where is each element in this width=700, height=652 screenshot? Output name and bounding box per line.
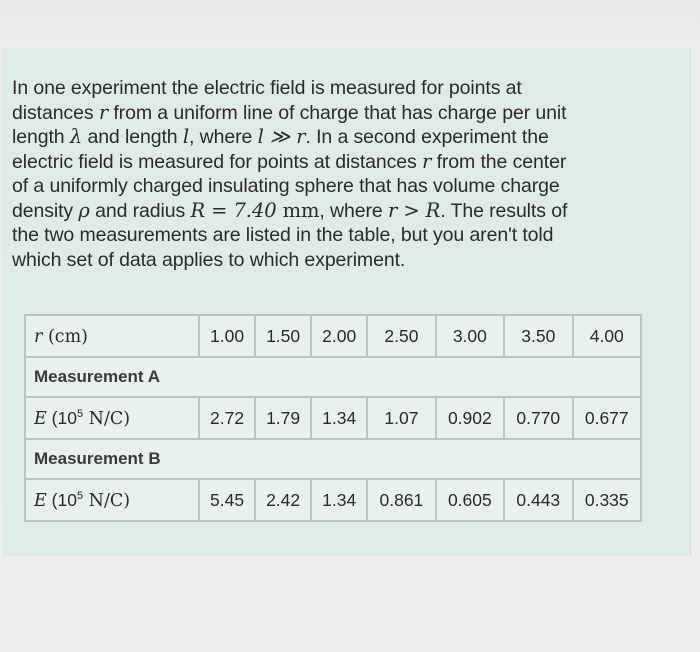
relation-l-much-greater-r: l ≫ r (257, 125, 306, 148)
symbol-l: l (182, 125, 189, 148)
problem-line-8: which set of data applies to which experiment. (12, 248, 406, 271)
problem-text (12, 76, 662, 272)
table-row-r (25, 315, 641, 357)
e-value-cell: 2.72 (199, 397, 255, 439)
e-value-cell: 0.861 (367, 479, 435, 521)
table-row-measurement-b (25, 479, 641, 521)
r-value-cell: 3.50 (504, 315, 572, 357)
radius-unit: mm (276, 198, 320, 222)
e-value-cell: 5.45 (199, 479, 255, 521)
e-value-cell: 0.902 (436, 397, 504, 439)
problem-line-3: length λ and length l, where l ≫ r. In a second experiment the (12, 125, 549, 148)
e-value-cell: 0.605 (436, 479, 504, 521)
r-value-cell: 4.00 (573, 315, 642, 357)
r-value-cell: 3.00 (436, 315, 504, 357)
problem-line-7: the two measurements are listed in the table, but you aren't told (12, 224, 554, 246)
symbol-r: r (422, 149, 432, 173)
r-value-cell: 1.50 (255, 315, 311, 357)
table-row-measurement-a-heading (25, 357, 641, 397)
e-header-cell: E ($10^5$ N/C) (25, 397, 199, 439)
table-row-measurement-a (25, 397, 641, 439)
symbol-lambda: λ (69, 125, 83, 148)
e-value-cell: 1.79 (255, 397, 311, 439)
e-value-cell: 1.07 (367, 397, 435, 439)
r-value-cell: 2.00 (311, 315, 367, 357)
symbol-r: r (98, 100, 109, 124)
measurement-a-label: Measurement A (25, 357, 641, 397)
problem-line-5: of a uniformly charged insulating sphere that has volume charge (12, 175, 560, 197)
radius-value: R = 7.40 (190, 198, 277, 222)
table-row-measurement-b-heading (25, 439, 641, 479)
problem-line-2: distances r from a uniform line of charge that has charge per unit (12, 100, 567, 124)
r-value-cell: 2.50 (367, 315, 435, 357)
e-header-cell: E ($10^5$ N/C) (25, 479, 199, 521)
problem-line-6: density ρ and radius R = 7.40 mm, where r > R. The results of (12, 198, 568, 222)
r-header-cell: r (cm) (25, 315, 199, 357)
problem-line-1: In one experiment the electric field is measured for points at (12, 77, 522, 99)
e-value-cell: 2.42 (255, 479, 311, 521)
e-value-cell: 0.677 (573, 397, 642, 439)
e-value-cell: 0.335 (573, 479, 642, 521)
relation-r-greater-R: r > R (388, 198, 441, 222)
r-value-cell: 1.00 (199, 315, 255, 357)
e-value-cell: 1.34 (311, 397, 367, 439)
measurement-table (24, 314, 642, 522)
e-value-cell: 0.770 (504, 397, 572, 439)
e-value-cell: 0.443 (504, 479, 572, 521)
symbol-rho: ρ (78, 198, 90, 222)
measurement-b-label: Measurement B (25, 439, 641, 479)
e-value-cell: 1.34 (311, 479, 367, 521)
problem-line-4: electric field is measured for points at distances r from the center (12, 149, 567, 173)
